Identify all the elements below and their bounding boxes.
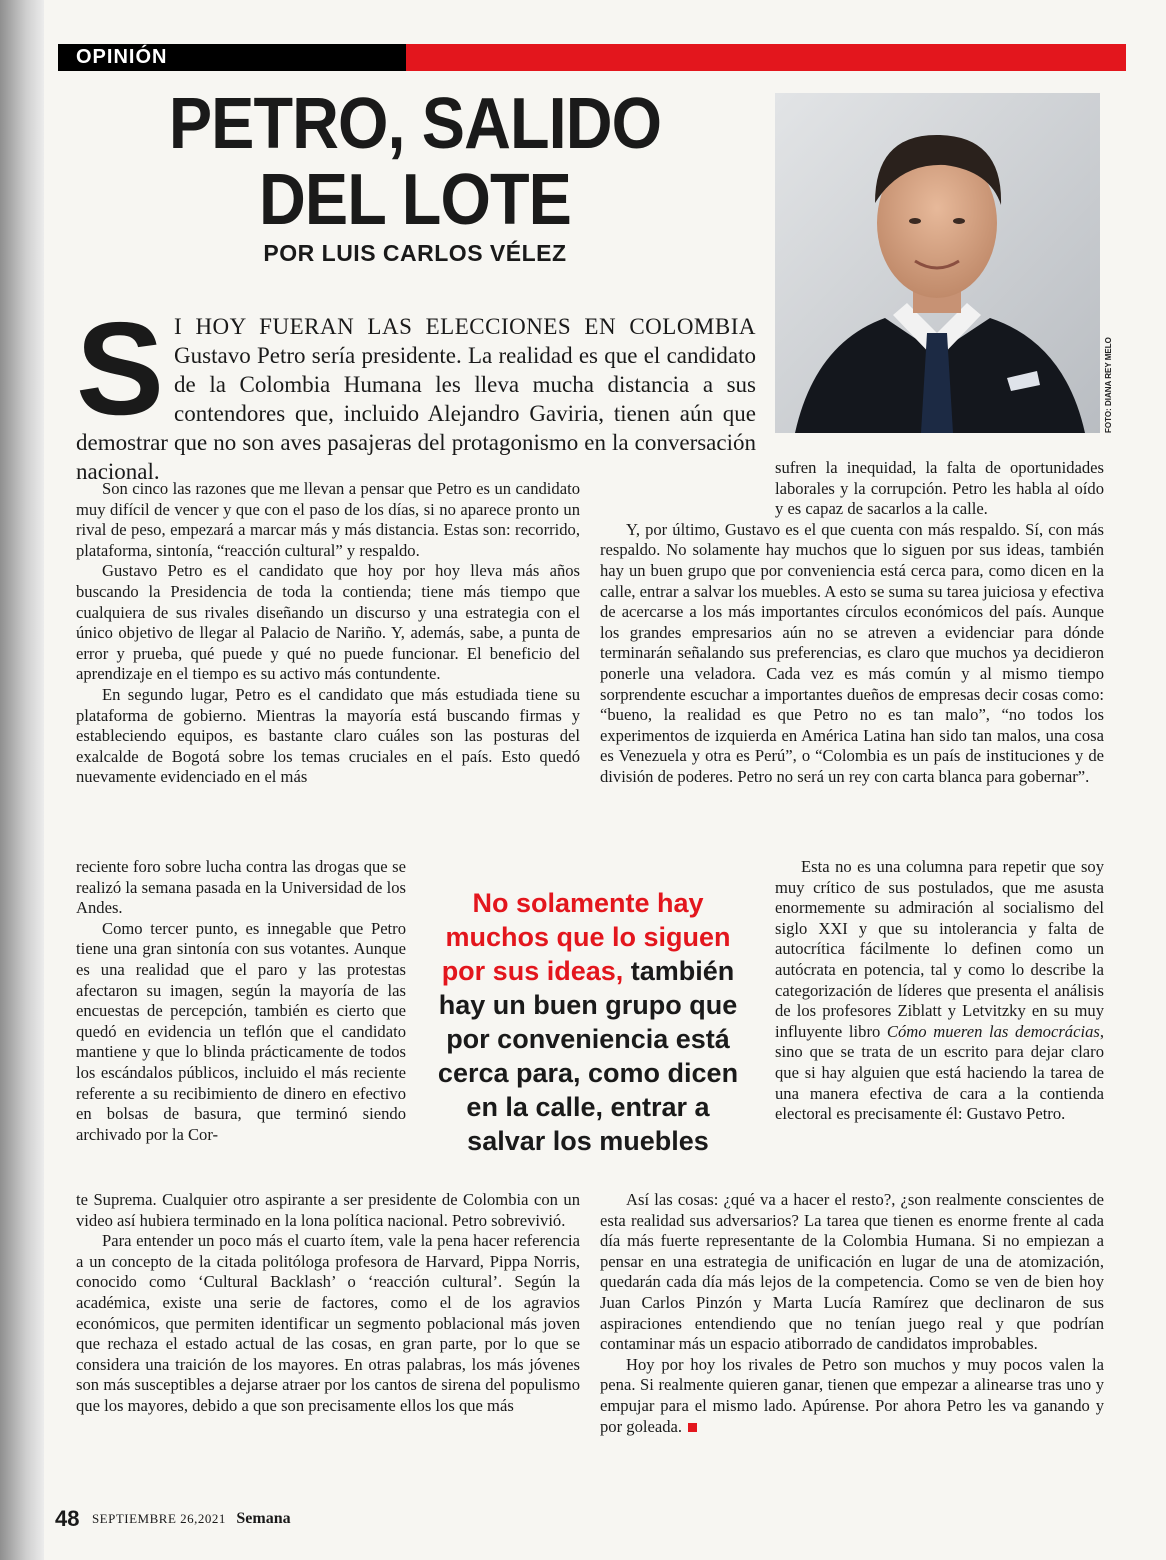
paragraph (775, 857, 1104, 1125)
binding-gutter (0, 0, 44, 1560)
paragraph: sufren la inequidad, la falta de oportunidades laborales y la corrupción. Petro les habla al oído y es capaz de sacarlos a la calle. (775, 458, 1104, 519)
paragraph: reciente foro sobre lucha contra las drogas que se realizó la semana pasada en la Universidad de los Andes. (76, 857, 406, 918)
left-column-middle (76, 857, 406, 1145)
paragraph: Así las cosas: ¿qué va a hacer el resto?, ¿son realmente conscientes de esta realidad sus adversarios? La tarea que tienen es enorme frente al cada día más fuerte representante de la Colombia Humana. Si no empiezan a pensar en una estrategia de unificación en lugar de una de atomización, quedarán cada día más lejos de la competencia. Como se ven de bien hoy Juan Carlos Pinzón y Marta Lucía Ramírez que declinaron de sus aspiraciones entendiendo que no tenían juego real y que podrían contaminar más un espacio atiborrado de candidatos improbables. (600, 1190, 1104, 1354)
paragraph (600, 1355, 1104, 1437)
paragraph-text: Hoy por hoy los rivales de Petro son muchos y muy pocos valen la pena. Si realmente quieren ganar, tienen que empezar a alinearse tras uno y empujar para el mismo lado. Apúrense. Por ahora Petro les va ganando y por goleada. (600, 1354, 1104, 1436)
author-portrait-icon (775, 93, 1100, 433)
right-column-top (600, 458, 1104, 788)
paragraph: Son cinco las razones que me llevan a pensar que Petro es un candidato muy difícil de vencer y que con el paso de los días, si no aparece pronto un rival de peso, empezará a marcar más y más distancia. Estas son: recorrido, plataforma, sintonía, “reacción cultural” y respaldo. (76, 479, 580, 560)
right-column-middle (775, 857, 1104, 1125)
pull-quote-highlight: No solamente hay muchos que lo siguen por sus ideas, (441, 888, 731, 986)
paragraph: Para entender un poco más el cuarto ítem, vale la pena hacer referencia a un concepto de la citada politóloga profesora de Harvard, Pippa Norris, conocido como ‘Cultural Backlash’ o ‘reacción cultural’. Según la académica, existe una serie de factores, como el de los agravios económicos, que permiten identificar un segmento poblacional más joven que rechaza el estado actual de las cosas, en gran parte, por lo que se considera una traición de los mayores. En otras palabras, los más jóvenes son más susceptibles a dejarse atraer por los cantos de sirena del populismo que los mayores, debido a que son precisamente ellos los que más (76, 1231, 580, 1415)
paragraph: Como tercer punto, es innegable que Petro tiene una gran sintonía con sus votantes. Aunque es una realidad que el paro y las protestas afectaron su imagen, según la mayoría de las encuestas de percepción, también es cierto que quedó en evidencia un teflón que el candidato mantiene y que lo blinda prácticamente de todos los escándalos públicos, incluido el más reciente referente a su recibimiento de dinero en efectivo en bolsas de basura, que terminó siendo archivado por la Cor- (76, 918, 406, 1144)
pull-quote-text: también hay un buen grupo que por conveniencia está cerca para, como dicen en la calle, entrar a salvar los muebles (437, 956, 739, 1156)
page-number: 48 (55, 1506, 80, 1531)
paragraph: te Suprema. Cualquier otro aspirante a ser presidente de Colombia con un video así hubiera terminado en la lona política nacional. Petro sobrevivió. (76, 1190, 580, 1230)
book-title: Cómo mueren las democrácias (886, 1021, 1100, 1041)
pull-quote (432, 886, 744, 1158)
section-tab (58, 44, 406, 71)
paragraph: Gustavo Petro es el candidato que hoy por hoy lleva más años buscando la Presidencia de toda la contienda; tiene más tiempo que cualquiera de sus rivales diseñando un discurso y una estrategia con el único objetivo de llegar al Palacio de Nariño. Y, además, sabe, a punta de error y prueba, qué puede y qué no puede funcionar. El beneficio del aprendizaje en el tiempo es su activo más contundente. (76, 561, 580, 684)
section-bar (58, 44, 1126, 71)
paragraph-text: , sino que se trata de un escrito para dejar claro que si hay alguien que está haciendo la tarea de una manera efectiva de cara a la contienda electoral es precisamente él: Gustavo Petro. (775, 1021, 1104, 1124)
article-title: PETRO, SALIDO DEL LOTE (168, 84, 662, 240)
left-column-bottom (76, 1190, 580, 1417)
byline: POR LUIS CARLOS VÉLEZ (263, 240, 567, 266)
left-column-top (76, 479, 580, 788)
lead-caps: I HOY FUERAN LAS ELECCIONES EN COLOMBIA (174, 314, 756, 339)
issue-date: SEPTIEMBRE 26,2021 (91, 1511, 226, 1526)
paragraph-text: Esta no es una columna para repetir que soy muy crítico de sus postulados, que me asusta enormemente su admiración al socialismo del siglo XXI y que su intolerancia y falta de autocrítica fácilmente lo definen como un autócrata en potencia, tal y como lo describe la categorización de líderes que presenta el análisis de los profesores Ziblatt y Letvitzky en su muy influyente libro (775, 857, 1104, 1041)
paragraph: En segundo lugar, Petro es el candidato que más estudiada tiene su plataforma de gobierno. Mientras la mayoría está buscando firmas y estableciendo equipos, es bastante claro cuáles son las posturas del exalcalde de Bogotá sobre los temas cruciales en el país. Esto quedó nuevamente evidenciado en el más (76, 684, 580, 787)
lead-body: Gustavo Petro sería presidente. La realidad es que el candidato de la Colombia Humana les lleva mucha distancia a sus contendores que, incluido Alejandro Gaviria, tienen aún que demostrar que no son aves pasajeras del protagonismo en la conversación nacional. (76, 343, 756, 484)
end-mark-icon (688, 1423, 697, 1432)
magazine-name: Semana (236, 1510, 291, 1527)
photo-credit: FOTO: DIANA REY MELO (1104, 337, 1113, 433)
paragraph: Y, por último, Gustavo es el que cuenta con más respaldo. Sí, con más respaldo. No solamente hay muchos que lo siguen por sus ideas, también hay un buen grupo que por conveniencia está cerca para, como dicen en la calle, entrar a salvar los muebles. A esto se suma su tarea juiciosa y efectiva de acercarse a los más importantes círculos económicos del país. Aunque los grandes empresarios aún no se atreven a evidenciar para dónde terminarán señalando sus preferencias, es claro que muchos ya decidieron ponerle una veladora. Cada vez es más común y al mismo tiempo sorprendente escuchar a importantes dueños de empresas decir cosas como: “bueno, la realidad es que Petro no es tan malo”, “no todos los experimentos de izquierda en América Latina han sido tan malos, una cosa es Venezuela y otra es Perú”, o “Colombia es un país de instituciones y de división de poderes. Petro no será un rey con carta blanca para gobernar”. (600, 519, 1104, 786)
drop-cap: S (76, 295, 165, 442)
author-photo (775, 93, 1100, 433)
section-label: OPINIÓN (76, 46, 168, 68)
right-column-bottom (600, 1190, 1104, 1437)
page-footer (55, 1506, 291, 1532)
